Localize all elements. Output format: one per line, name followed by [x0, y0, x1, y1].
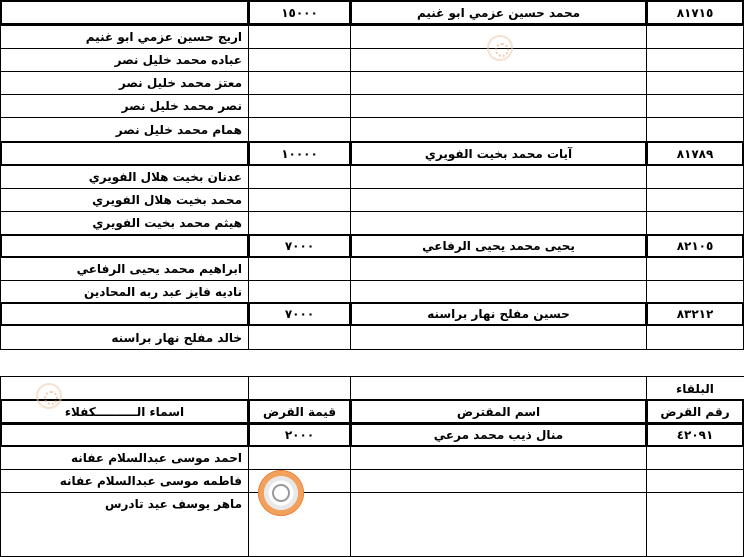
- empty-cell: [248, 446, 351, 470]
- guarantor-cell: خالد مفلح نهار براسنه: [0, 325, 249, 350]
- empty-cell: [646, 446, 744, 470]
- empty-cell: [646, 325, 744, 350]
- watermark-stamp-icon: [36, 383, 62, 409]
- empty-cell: [646, 25, 744, 49]
- empty-cell: [248, 376, 351, 400]
- loan-value-cell: ١٥٠٠٠: [248, 0, 351, 25]
- header-guarantors: اسماء الــــــــــكفلاء: [0, 399, 249, 424]
- empty-cell: [646, 188, 744, 212]
- empty-cell: [350, 165, 647, 189]
- borrower-name-cell: يحيى محمد يحيى الرفاعي: [350, 234, 647, 258]
- empty-cell: [646, 492, 744, 557]
- loan-value-cell: ٧٠٠٠: [248, 234, 351, 258]
- loan-id-cell: ٨٣٢١٢: [646, 302, 744, 326]
- empty-cell: [248, 25, 351, 49]
- empty-cell: [646, 117, 744, 142]
- empty-cell: [248, 257, 351, 281]
- empty-cell: [646, 165, 744, 189]
- loan-id-cell: ٨١٧٨٩: [646, 141, 744, 166]
- logo-stamp-icon: [258, 470, 304, 516]
- empty-cell: [350, 325, 647, 350]
- guarantor-cell: هيثم محمد بخيت الفويري: [0, 211, 249, 235]
- loan-value-cell: ٧٠٠٠: [248, 302, 351, 326]
- empty-cell: [350, 188, 647, 212]
- empty-cell: [350, 446, 647, 470]
- empty-cell: [248, 71, 351, 95]
- empty-cell: [248, 165, 351, 189]
- guarantor-cell: همام محمد خليل نصر: [0, 117, 249, 142]
- guarantor-cell: عدنان بخيت هلال الفويري: [0, 165, 249, 189]
- empty-cell: [248, 211, 351, 235]
- empty-cell: [248, 94, 351, 118]
- empty-cell: [646, 257, 744, 281]
- empty-cell: [248, 188, 351, 212]
- empty-cell: [646, 211, 744, 235]
- loan-value-cell: ٢٠٠٠: [248, 423, 351, 447]
- guarantor-cell: [0, 141, 249, 166]
- empty-cell: [350, 469, 647, 493]
- loan-id-cell: ٤٢٠٩١: [646, 423, 744, 447]
- empty-cell: [350, 94, 647, 118]
- empty-cell: [248, 117, 351, 142]
- borrower-name-cell: آيات محمد بخيت الفويري: [350, 141, 647, 166]
- header-loan-value: قيمة القرض: [248, 399, 351, 424]
- empty-cell: [248, 325, 351, 350]
- guarantor-cell: عباده محمد خليل نصر: [0, 48, 249, 72]
- empty-cell: [350, 280, 647, 303]
- empty-cell: [350, 71, 647, 95]
- guarantor-cell: محمد بخيت هلال الفويري: [0, 188, 249, 212]
- region-cell: البلقاء: [646, 376, 744, 400]
- guarantor-cell: [0, 423, 249, 447]
- loan-id-cell: ٨١٧١٥: [646, 0, 744, 25]
- guarantor-cell: [0, 302, 249, 326]
- empty-cell: [350, 376, 647, 400]
- guarantor-cell: ماهر يوسف عيد تادرس: [0, 492, 249, 557]
- empty-cell: [646, 280, 744, 303]
- guarantor-cell: معتز محمد خليل نصر: [0, 71, 249, 95]
- borrower-name-cell: منال ذيب محمد مرعي: [350, 423, 647, 447]
- empty-cell: [248, 48, 351, 72]
- guarantor-cell: ابراهيم محمد يحيى الرفاعي: [0, 257, 249, 281]
- empty-cell: [350, 257, 647, 281]
- guarantor-cell: فاطمه موسى عبدالسلام عفانه: [0, 469, 249, 493]
- empty-cell: [646, 94, 744, 118]
- header-borrower-name: اسم المقترض: [350, 399, 647, 424]
- borrower-name-cell: محمد حسين عزمي ابو غنيم: [350, 0, 647, 25]
- empty-cell: [350, 117, 647, 142]
- guarantor-cell: اريج حسين عزمي ابو غنيم: [0, 25, 249, 49]
- empty-cell: [646, 71, 744, 95]
- borrower-name-cell: حسين مفلح نهار براسنه: [350, 302, 647, 326]
- empty-cell: [646, 48, 744, 72]
- guarantor-cell: [0, 234, 249, 258]
- header-loan-number: رقم القرض: [646, 399, 744, 424]
- guarantor-cell: [0, 0, 249, 25]
- watermark-stamp-icon: [487, 35, 513, 61]
- guarantor-cell: نصر محمد خليل نصر: [0, 94, 249, 118]
- loan-id-cell: ٨٢١٠٥: [646, 234, 744, 258]
- empty-cell: [350, 492, 647, 557]
- empty-cell: [646, 469, 744, 493]
- guarantor-cell: ناديه فايز عبد ربه المحادين: [0, 280, 249, 303]
- loan-value-cell: ١٠٠٠٠: [248, 141, 351, 166]
- guarantor-cell: احمد موسى عبدالسلام عفانه: [0, 446, 249, 470]
- empty-cell: [248, 280, 351, 303]
- empty-cell: [350, 211, 647, 235]
